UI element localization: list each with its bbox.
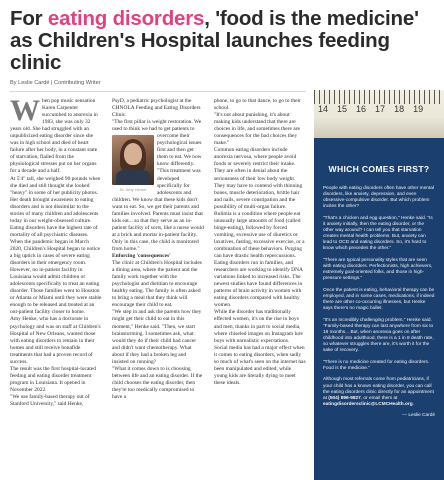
article-paragraph: Common eating disorders include anorexia nervosa, where people avoid foods or severely restrict their intake. They are often in denial about the seriousness of their low body weight.	[214, 147, 297, 182]
article-paragraph: Eating disorders run in families, and researchers are working to identify DNA variations linked to increased risks. The newest studies have found differences in patterns of brain activity in women with eating disorders compared with healthy women.	[214, 260, 303, 309]
article-paragraph: They may have to contend with thinning bones, muscle deterioration, brittle hair and nails, severe constipation and the possibility of multi-organ failure.	[214, 182, 303, 210]
article-paragraph: Social media has had a major effect when it comes to eating disorders, when sadly so much of what's seen on the internet has been manipulated and edited, while young kids are literally dying to meet these ideals.	[214, 344, 306, 386]
headline-accent: eating disorders	[47, 7, 205, 30]
article-paragraph: When pop music sensation Karen Carpenter succumbed to anorexia in 1983, she was only 32 years old. She had struggled with an unpublicized eating disorder since she was in high school and died of heart failure after her body, in a constant state of starvation, flailed from the physiological stresses put on her organs for a decade and a half.	[10, 94, 98, 175]
article-paragraph: overcome their psychological issues first and then get them to eat. We now know differently.	[157, 133, 202, 168]
sidebar-title: WHICH COMES FIRST?	[328, 164, 430, 174]
article-paragraph: The clinic at Children's Hospital includes a dining area, where the patient and the family work together with the psychologist and dietitian to encourage healthy eating. The family is often asked to bring a meal that they think will encourage their child to eat.	[112, 260, 202, 309]
dropcap: W	[10, 94, 40, 127]
headline-part-2: , 'food is the medicine' as Children's Hospital launches feeding clinic	[10, 7, 419, 74]
article-paragraph: PsyD, a pediatric psychologist at the CHNOLA Feeding and Eating Disorders Clinic.	[112, 98, 201, 119]
article-paragraph: "This treatment was developed specifically for adolescents and children. We know that these kids don't want to eat. So, we get their parents and families involved. Parents must insist that kids eat... so that they serve as an in-patient facility of sorts, like a nurse would at a brick and mortar in-patient facility. Only in this case, the child is monitored from home."	[112, 168, 204, 252]
sidebar-paragraph: People with eating disorders often have other mental disorders, like anxiety, depression, and even obsessive-compulsive disorder. But which problem incites the other?	[323, 186, 434, 210]
article-paragraph: "We step in and ask the parents how they might get their child to eat in this moment," Henke said. "Then, we start brainstorming. I sometimes ask, what would they do if their child had cancer and didn't want chemotherapy. What about if they had a broken leg and insisted on running?	[112, 309, 202, 365]
article-paragraph: Eating disorders have the highest rate of mortality of all psychiatric diseases. When the pandemic began in March 2020, Children's Hospital began to notice a big uptick in cases of severe eating disorders in their emergency room.	[10, 224, 101, 267]
sidebar-signature: — Leslie Cardé	[402, 413, 435, 419]
article-column-1	[10, 94, 102, 408]
article-column-3	[214, 98, 306, 387]
article-paragraph: At 5'4" tall, she weighed 90 pounds when she died and still thought she looked "heavy" in some of her publicity photos. Her death brought awareness to eating disorders and is not dissimilar to the stories of many children and adolescents today in our weight-obsessed culture.	[10, 175, 101, 224]
ruler-ticks	[314, 90, 444, 104]
article-paragraph: Amy Henke, who has a doctorate in psychology and was on staff at Children's Hospital of New Orleans, wanted those with eating disorders to remain in their homes and still receive bonafide treatments that had a proven record of success.	[10, 316, 101, 365]
author-photo	[112, 135, 154, 185]
article-paragraph: Bulimia is a condition where people eat unusually large amounts of food (called binge-eating), followed by forced vomiting, excessive use of diuretics or laxatives, fasting, excessive exercise, or a combination of these behaviors. Purging can have drastic health repercussions.	[214, 210, 305, 260]
measuring-tape-photo	[314, 90, 444, 138]
ruler-number: 16	[356, 104, 367, 114]
sidebar-paragraph: "There is no medicine created for eating disorders. Food is the medicine."	[323, 359, 430, 371]
ruler-number: 15	[337, 104, 348, 114]
clinic-email: eatingdisordersclinic@LCMCHealth.org	[323, 401, 413, 407]
article-paragraph: While the disorder has traditionally effected women, it's on the rise in boys and men, thanks in part to social media, where chiseled images on Instagram lure boys with unrealistic expectations.	[214, 309, 303, 344]
tape-band	[314, 118, 444, 138]
article-paragraph: The result was the first hospital-located feeding and eating disorder treatment program in Louisiana. It opened in November 2022.	[10, 365, 96, 393]
ruler-number: 14	[318, 104, 329, 114]
sidebar-box	[314, 138, 444, 480]
sidebar-contact: Although most referrals come from pediatricians, if your child has a known eating disorder, you can call the eating disorders clinic directly for an appointment at (504) 896-9827, or email them at eatingdisordersclinic@LCMCHealth.org.	[323, 377, 434, 407]
ruler-number: 17	[375, 104, 386, 114]
article-paragraph: phone, to go to that dance, to go to their school.	[214, 98, 301, 112]
article-column-2	[112, 98, 204, 401]
sidebar-paragraph: "It's an incredibly challenging problem," Henke said. "Family-based therapy can last anywhere from six to 18 months... But, when anorexia goes on after childhood into adulthood, there is a 1 in 8 death rate, so whatever struggles there are, it's worth it for the sake of recovery.	[323, 317, 434, 354]
article-paragraph: "The first pillar is weight restoration. We used to think we had to get patients to	[112, 119, 202, 133]
headline-part-1: For	[10, 7, 48, 30]
headline	[10, 8, 434, 74]
article-paragraph: "We use family-based therapy out of Stanford University," said Henke,	[10, 393, 90, 408]
header-divider	[10, 91, 306, 92]
sidebar-paragraph: "That's a chicken and egg question," Henke said. "Is it anxiety initially, then the eating disorder, or the other way around? I can tell you that starvation creates mental health problems. But, anxiety can lead to OCD and eating disorders. So, it's hard to know which precedes the other."	[323, 215, 433, 252]
byline: By Leslie Cardé | Contributing Writer	[10, 80, 101, 86]
photo-caption: Dr. Amy Henke	[119, 187, 147, 193]
article-paragraph: However, no in-patient facility in Louisiana would admit children or adolescents specifically to treat an eating disorder. Those families went to Houston or Atlanta or Miami until they were stable enough to be released and treated at an out-patient facility closer to home.	[10, 267, 102, 316]
article-paragraph: "What it comes down to is choosing between life and an eating disorder. If the child chooses the eating disorder, then they're too medically compromised to have a	[112, 365, 203, 400]
article-paragraph: "It's not about punishing, it's about making kids understand that there are choices in life, and sometimes there are consequences for the bad choices they make."	[214, 112, 300, 147]
sidebar-paragraph: "There are typical personality styles that are seen with eating disorders. Perfectionists, high achievers, extremely goal-oriented folks, and those in high-pressure settings."	[323, 257, 433, 282]
ruler-numbers	[318, 104, 444, 114]
ruler-number: 18	[394, 104, 405, 114]
article-subhead: Enforcing 'consequences'	[112, 253, 171, 260]
sidebar-paragraph: Once the patient is eating, behavioral therapy can be employed, and in some cases, medications, if indeed there are other co-occurring illnesses, but Henke says there's no magic bullet.	[323, 287, 435, 312]
clinic-phone: (504) 896-9827	[328, 395, 361, 401]
ruler-number: 19	[413, 104, 424, 114]
